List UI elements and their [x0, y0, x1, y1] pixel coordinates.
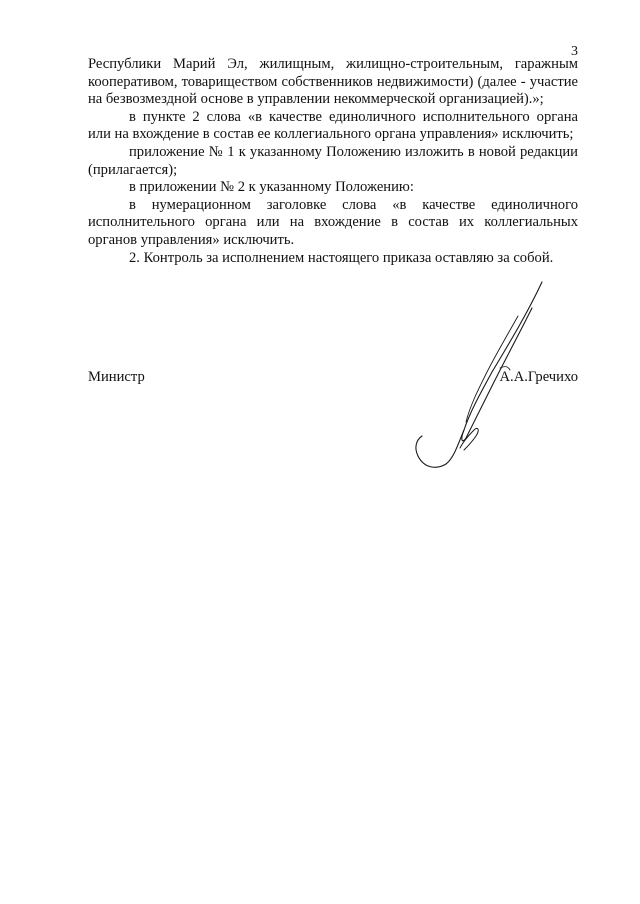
- page-number: 3: [571, 44, 578, 59]
- paragraph-continuation: Республики Марий Эл, жилищным, жилищно-строительным, гаражным кооперативом, товариществом собственников недвижимости) (далее - участие на безвозмездной основе в управлении некоммерческой организацией).»;: [88, 56, 578, 108]
- paragraph-appendix-1: приложение № 1 к указанному Положению изложить в новой редакции (прилагается);: [88, 143, 578, 178]
- signer-name: А.А.Гречихо: [499, 369, 578, 385]
- document-body: [88, 56, 578, 267]
- paragraph-control-clause: 2. Контроль за исполнением настоящего приказа оставляю за собой.: [129, 249, 554, 266]
- handwritten-signature: [400, 272, 580, 472]
- paragraph-appendix-2: в приложении № 2 к указанному Положению:: [129, 179, 414, 196]
- signer-title: Министр: [88, 369, 145, 385]
- paragraph-point-2: в пункте 2 слова «в качестве единоличного исполнительного органа или на вхождение в состав ее коллегиального органа управления» исключить;: [88, 108, 578, 143]
- paragraph-heading-change: в нумерационном заголовке слова «в качестве единоличного исполнительного органа или на вхождение в состав их коллегиальных органов управления» исключить.: [88, 196, 578, 248]
